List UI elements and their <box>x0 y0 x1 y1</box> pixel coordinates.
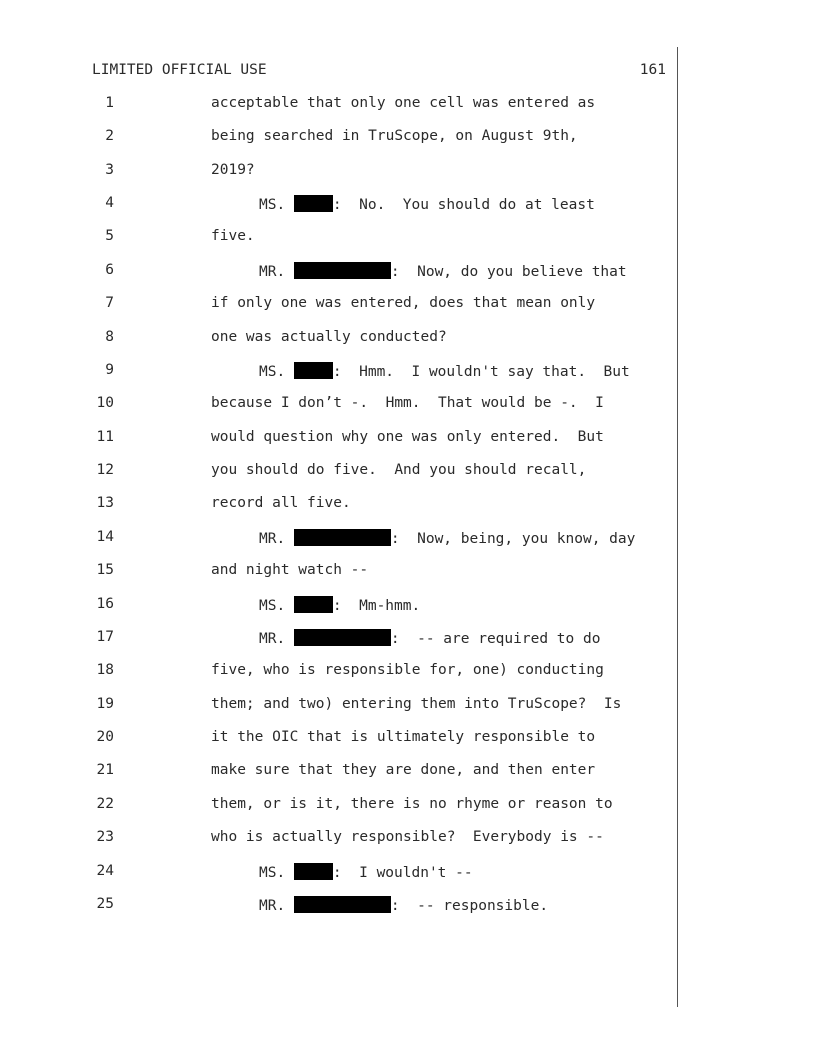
line-content: : -- are required to do <box>390 630 601 647</box>
transcript-line <box>0 495 676 519</box>
right-margin-rule <box>677 47 678 1007</box>
line-content: : No. You should do at least <box>332 197 595 214</box>
transcript-line <box>0 329 676 353</box>
line-content: it the OIC that is ultimately responsible to <box>211 729 596 746</box>
line-text <box>211 762 595 778</box>
redaction-box <box>294 195 333 212</box>
line-number: 1 <box>105 95 114 111</box>
transcript-line <box>0 128 676 152</box>
speaker-label: MS. <box>259 597 294 614</box>
line-content: make sure that they are done, and then enter <box>211 762 596 779</box>
transcript-line <box>0 596 676 620</box>
redaction-box <box>294 863 333 880</box>
speaker-label: MR. <box>259 897 294 914</box>
line-number: 5 <box>105 228 114 245</box>
line-content: acceptable that only one cell was entered as <box>211 95 596 111</box>
line-number: 6 <box>105 261 114 278</box>
transcript-line <box>0 696 676 720</box>
transcript-line <box>0 762 676 786</box>
speaker-label: MS. <box>259 864 294 881</box>
redaction-box <box>294 896 391 913</box>
transcript-line <box>0 629 676 653</box>
line-text <box>211 295 595 311</box>
line-content: five. <box>211 228 255 245</box>
line-content: you should do five. And you should recall, <box>211 462 587 479</box>
page-number: 161 <box>639 62 666 78</box>
line-text <box>211 696 621 712</box>
line-content: and night watch -- <box>211 562 369 579</box>
transcript-line <box>0 395 676 419</box>
line-content: : Now, do you believe that <box>390 263 627 280</box>
speaker-label: MS. <box>259 363 294 380</box>
line-text <box>259 195 595 213</box>
line-number: 16 <box>96 595 114 612</box>
line-number: 11 <box>96 428 114 445</box>
classification-header: LIMITED OFFICIAL USE <box>92 62 267 78</box>
transcript-line <box>0 863 676 887</box>
line-content: : -- responsible. <box>390 897 549 914</box>
line-text <box>259 529 635 547</box>
transcript-line <box>0 195 676 219</box>
line-number: 14 <box>96 528 114 545</box>
redaction-box <box>294 362 333 379</box>
transcript-line <box>0 796 676 820</box>
line-content: because I don’t -. Hmm. That would be -. I <box>211 395 604 412</box>
speaker-label: MR. <box>259 263 294 280</box>
line-text <box>211 162 255 178</box>
transcript-line <box>0 295 676 319</box>
line-number: 4 <box>105 195 114 212</box>
line-text <box>211 95 595 111</box>
line-number: 12 <box>96 462 114 479</box>
transcript-line <box>0 529 676 553</box>
line-text <box>211 662 604 678</box>
line-number: 17 <box>96 628 114 645</box>
line-number: 19 <box>96 695 114 712</box>
line-text <box>211 729 595 745</box>
line-text <box>259 362 630 380</box>
line-content: five, who is responsible for, one) conducting <box>211 662 604 679</box>
transcript-line <box>0 662 676 686</box>
line-content: : Mm-hmm. <box>332 597 421 614</box>
line-number: 21 <box>96 762 114 779</box>
line-content: : Hmm. I wouldn't say that. But <box>332 363 630 380</box>
speaker-label: MR. <box>259 530 294 547</box>
line-text <box>211 462 586 478</box>
redaction-box <box>294 596 333 613</box>
line-content: them, or is it, there is no rhyme or reason to <box>211 795 613 812</box>
line-text <box>259 896 548 914</box>
line-number: 8 <box>105 328 114 345</box>
line-content: being searched in TruScope, on August 9th, <box>211 128 578 145</box>
transcript-line <box>0 228 676 252</box>
transcript-line <box>0 95 676 119</box>
speaker-label: MS. <box>259 197 294 214</box>
line-number: 10 <box>96 395 114 412</box>
transcript-line <box>0 162 676 186</box>
line-number: 24 <box>96 862 114 879</box>
transcript-line <box>0 896 676 920</box>
line-number: 13 <box>96 495 114 512</box>
line-number: 20 <box>96 729 114 746</box>
line-text <box>211 395 604 411</box>
transcript-line <box>0 429 676 453</box>
line-number: 2 <box>105 128 114 145</box>
line-number: 7 <box>105 295 114 312</box>
transcript-line <box>0 829 676 853</box>
line-text <box>211 796 613 812</box>
line-text <box>211 495 351 511</box>
line-content: if only one was entered, does that mean only <box>211 295 596 312</box>
line-content: them; and two) entering them into TruScope? Is <box>211 695 622 712</box>
transcript-line <box>0 362 676 386</box>
line-number: 9 <box>105 361 114 378</box>
speaker-label: MR. <box>259 630 294 647</box>
line-content: : I wouldn't -- <box>332 864 473 881</box>
line-content: 2019? <box>211 161 255 178</box>
redaction-box <box>294 529 391 546</box>
line-text <box>211 128 578 144</box>
line-content: record all five. <box>211 495 351 512</box>
transcript-line <box>0 729 676 753</box>
redaction-box <box>294 629 391 646</box>
line-number: 15 <box>96 562 114 579</box>
line-number: 3 <box>105 161 114 178</box>
line-text <box>259 596 420 614</box>
line-text <box>211 429 604 445</box>
line-number: 18 <box>96 662 114 679</box>
line-number: 25 <box>96 895 114 912</box>
line-text <box>211 329 447 345</box>
line-text <box>259 629 600 647</box>
line-content: : Now, being, you know, day <box>390 530 636 547</box>
line-content: who is actually responsible? Everybody is -- <box>211 829 604 846</box>
line-text <box>211 228 255 244</box>
transcript-line <box>0 262 676 286</box>
line-content: one was actually conducted? <box>211 328 447 345</box>
line-number: 23 <box>96 829 114 846</box>
transcript-line <box>0 462 676 486</box>
line-text <box>259 863 473 881</box>
line-text <box>259 262 627 280</box>
line-content: would question why one was only entered. But <box>211 428 604 445</box>
line-text <box>211 562 368 578</box>
redaction-box <box>294 262 391 279</box>
transcript-line <box>0 562 676 586</box>
line-number: 22 <box>96 795 114 812</box>
line-text <box>211 829 604 845</box>
